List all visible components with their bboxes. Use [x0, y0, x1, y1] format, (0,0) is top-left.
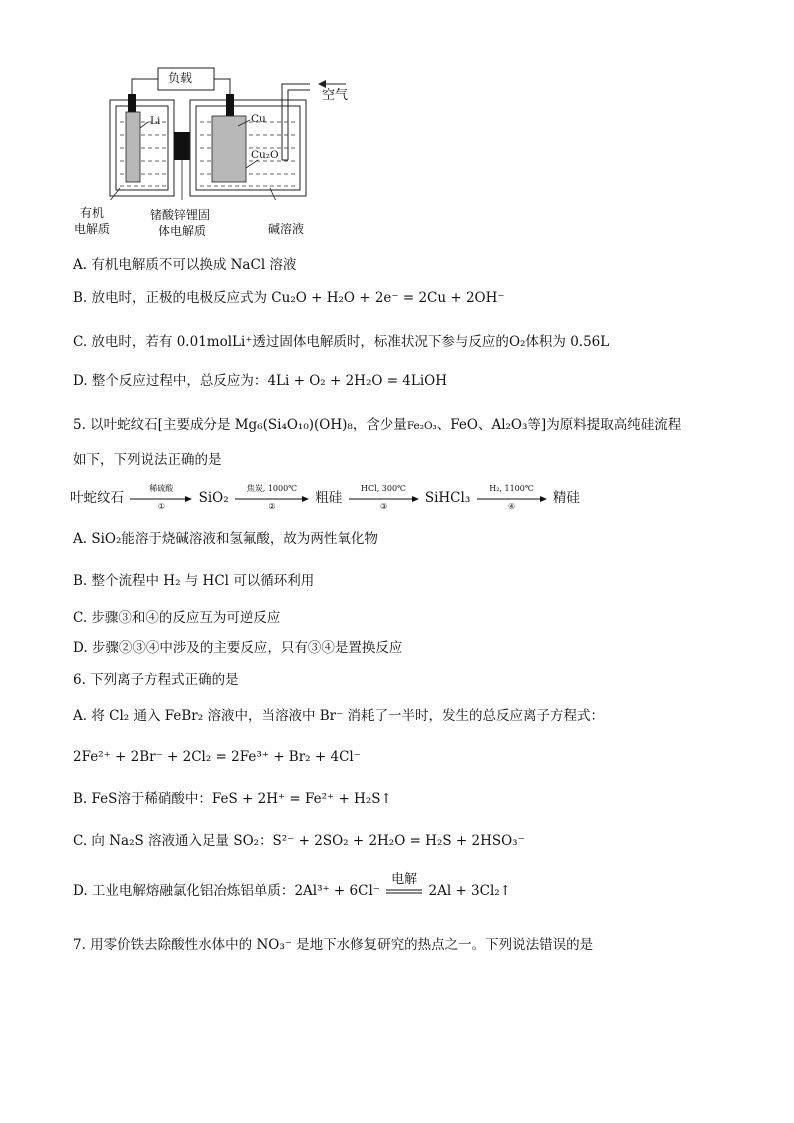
organic-label-1: 有机	[80, 206, 105, 220]
q6-option-a: A. 将 Cl₂ 通入 FeBr₂ 溶液中，当溶液中 Br⁻ 消耗了一半时，发生的总反应离子方程式：	[73, 708, 605, 724]
flow-arrow-3: HCl, 300℃ ③	[347, 490, 421, 508]
q5-stem-line-2: 如下，下列说法正确的是	[73, 452, 222, 468]
cu-electrode	[212, 116, 246, 182]
air-label: 空气	[322, 88, 349, 103]
q5-option-c: C. 步骤③和④的反应互为可逆反应	[73, 610, 281, 626]
cu2o-label: Cu₂O	[251, 149, 279, 161]
flow-arrow-2: 焦炭, 1000℃ ②	[233, 490, 311, 508]
li-label: Li	[150, 115, 161, 127]
q4-d-equation: 4Li + O₂ + 2H₂O = 4LiOH	[267, 373, 448, 389]
cu-terminal	[226, 94, 234, 116]
q5-option-a: A. SiO₂能溶于烧碱溶液和氢氟酸，故为两性氧化物	[73, 531, 378, 547]
q6-option-c: C. 向 Na₂S 溶液通入足量 SO₂：S²⁻ + 2SO₂ + 2H₂O = H₂S + 2HSO₃⁻	[73, 833, 525, 849]
q4-option-d: D. 整个反应过程中，总反应为：4Li + O₂ + 2H₂O = 4LiOH	[73, 373, 448, 389]
q4-b-equation: Cu₂O + H₂O + 2e⁻ = 2Cu + 2OH⁻	[271, 290, 505, 306]
q5-option-d: D. 步骤②③④中涉及的主要反应，只有③④是置换反应	[73, 640, 403, 656]
q4-option-b: B. 放电时，正极的电极反应式为 Cu₂O + H₂O + 2e⁻ = 2Cu + 2OH⁻	[73, 290, 505, 306]
li-terminal	[128, 94, 136, 112]
q5-formula: Mg₆(Si₄O₁₀)(OH)₈	[234, 417, 353, 433]
q4-option-a: A. 有机电解质不可以换成 NaCl 溶液	[73, 257, 297, 273]
wire-right	[214, 79, 230, 94]
q6-stem: 6. 下列离子方程式正确的是	[73, 672, 239, 688]
solid-electrolyte-label-1: 锗酸锌锂固	[150, 208, 211, 222]
q6-option-a-equation: 2Fe²⁺ + 2Br⁻ + 2Cl₂ = 2Fe³⁺ + Br₂ + 4Cl⁻	[73, 749, 361, 765]
li-electrode	[126, 112, 140, 182]
q5-process-flow: 叶蛇纹石 稀硫酸 ① SiO₂ 焦炭, 1000℃ ② 粗硅 HCl, 300℃ ③ SiHCl₃ H₂, 1100℃ ④ 精硅	[70, 483, 580, 511]
cu-label: Cu	[251, 113, 266, 125]
battery-diagram	[70, 60, 370, 238]
solid-electrolyte-label-2: 体电解质	[158, 224, 207, 238]
organic-label-2: 电解质	[74, 222, 111, 236]
wire-left	[132, 79, 158, 94]
q6-option-d: D. 工业电解熔融氯化铝冶炼铝单质：2Al³⁺ + 6Cl⁻ 电解 2Al + 3Cl₂↑	[73, 871, 511, 899]
load-label: 负载	[168, 71, 193, 85]
q5-stem-line-1: 5. 以叶蛇纹石[主要成分是 Mg₆(Si₄O₁₀)(OH)₈，含少量Fe₂O₃、FeO、Al₂O₃等]为原料提取高纯硅流程	[73, 417, 682, 433]
q5-option-b: B. 整个流程中 H₂ 与 HCl 可以循环利用	[73, 573, 315, 589]
flow-arrow-4: H₂, 1100℃ ④	[475, 490, 549, 508]
q6-option-b: B. FeS溶于稀硝酸中：FeS + 2H⁺ = Fe²⁺ + H₂S↑	[73, 791, 392, 807]
alkali-solution-label: 碱溶液	[268, 222, 305, 236]
solid-electrolyte-block	[174, 132, 190, 160]
battery-apparatus-svg	[70, 60, 370, 200]
flow-arrow-1: 稀硫酸 ①	[128, 490, 194, 508]
q7-stem: 7. 用零价铁去除酸性水体中的 NO₃⁻ 是地下水修复研究的热点之一。下列说法错误的是	[73, 937, 594, 953]
electrolysis-condition: 电解	[391, 871, 418, 887]
q4-option-c: C. 放电时，若有 0.01molLi⁺透过固体电解质时，标准状况下参与反应的O₂体积为 0.56L	[73, 334, 610, 350]
